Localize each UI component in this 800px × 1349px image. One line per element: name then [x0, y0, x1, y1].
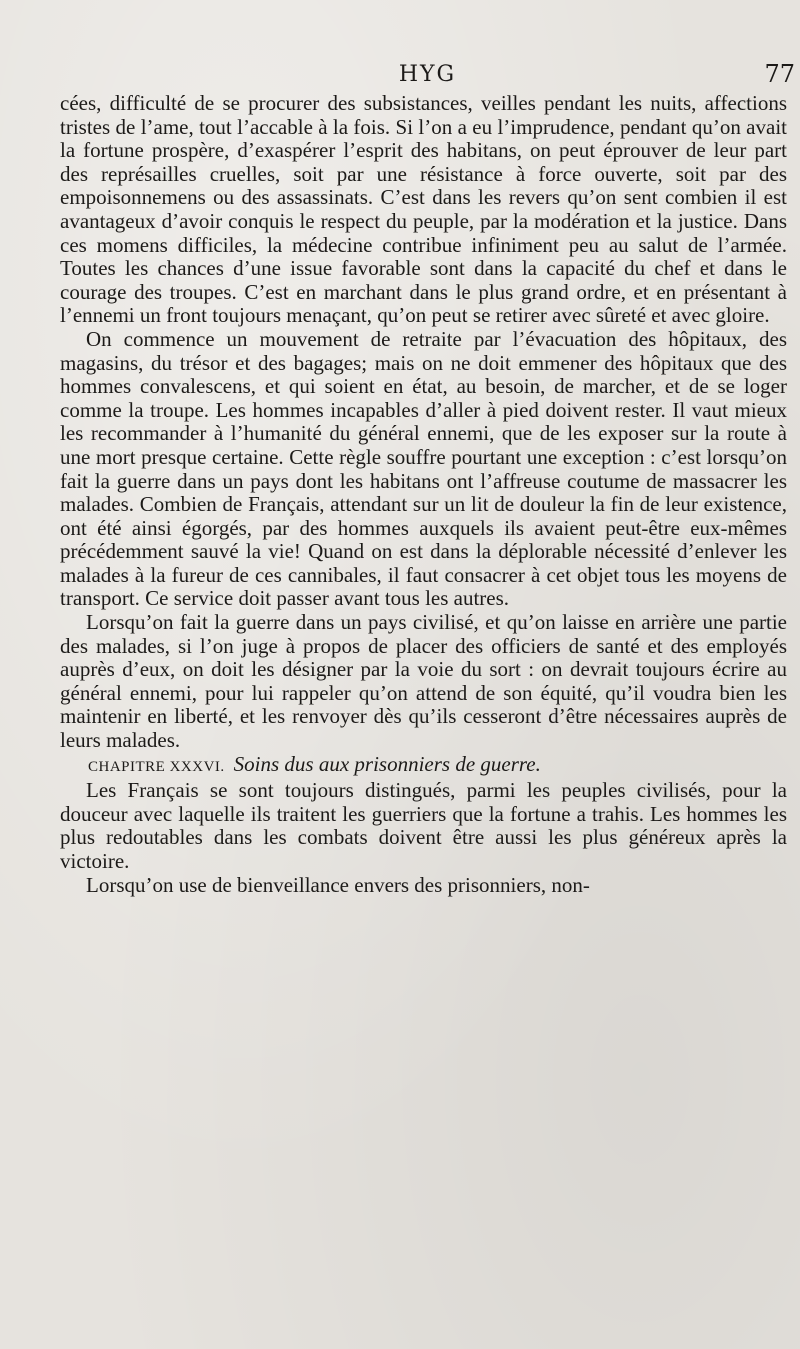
page-header	[60, 62, 795, 92]
paragraph-benevolence: Lorsqu’on use de bienveillance envers des prisonniers, non-	[86, 872, 590, 897]
body-text	[60, 92, 787, 897]
paragraph-prisoners: Les Français se sont toujours distingués, parmi les peuples civilisés, pour la douceur avec laquelle ils traitent les guerriers que la fortune a trahis. Les hommes les plus redoutables dans les combats doivent être aussi les plus généreux après la victoire.	[60, 778, 787, 873]
chapter-label: CHAPITRE XXXVI.	[88, 758, 225, 775]
chapter-heading	[60, 753, 787, 780]
running-head: HYG	[398, 62, 457, 87]
page-number: 77	[764, 60, 795, 88]
paragraph-continued: cées, difficulté de se procurer des subsistances, veilles pendant les nuits, affections tristes de l’ame, tout l’accable à la fois. Si l’on a eu l’imprudence, pendant qu’on avait la fortune prospère, d’exaspérer l’esprit des habitans, on peut éprouver de leur part des représailles cruelles, soit par une résistance à force ouverte, soit par des empoisonnemens ou des assassinats. C’est dans les revers qu’on sent combien il est avantageux d’avoir conquis le respect du peuple, par la modération et la justice. Dans ces momens difficiles, la médecine contribue infiniment peu au salut de l’armée. Toutes les chances d’une issue favorable sont dans la capacité du chef et dans le courage des troupes. C’est en marchant dans le plus grand ordre, et en présentant à l’ennemi un front toujours menaçant, qu’on peut se retirer avec sûreté et avec gloire.	[60, 91, 787, 328]
chapter-title: Soins dus aux prisonniers de guerre.	[233, 751, 541, 776]
paragraph-civilized-war: Lorsqu’on fait la guerre dans un pays civilisé, et qu’on laisse en arrière une partie des malades, si l’on juge à propos de placer des officiers de santé et des employés auprès d’eux, on doit les désigner par la voie du sort : on devrait toujours écrire au général ennemi, pour lui rappeler qu’on attend de son équité, qu’il voudra bien les maintenir en liberté, et les renvoyer dès qu’ils cesseront d’être nécessaires auprès de leurs malades.	[60, 610, 787, 753]
paragraph-retreat: On commence un mouvement de retraite par l’évacuation des hôpitaux, des magasins, du trésor et des bagages; mais on ne doit emmener des hôpitaux que des hommes convalescens, et qui soient en état, au besoin, de marcher, et de se loger comme la troupe. Les hommes incapables d’aller à pied doivent rester. Il vaut mieux les recommander à l’humanité du général ennemi, que de les exposer sur la route à une mort presque certaine. Cette règle souffre pourtant une exception : c’est lorsqu’on fait la guerre dans un pays dont les habitans ont l’affreuse coutume de massacrer les malades. Combien de Français, attendant sur un lit de douleur la fin de leur existence, ont été ainsi égorgés, par des hommes auxquels ils avaient peut-être eux-mêmes précédemment sauvé la vie! Quand on est dans la déplorable nécessité d’enlever les malades à la fureur de ces cannibales, il faut consacrer à cet objet tous les moyens de transport. Ce service doit passer avant tous les autres.	[60, 326, 787, 611]
